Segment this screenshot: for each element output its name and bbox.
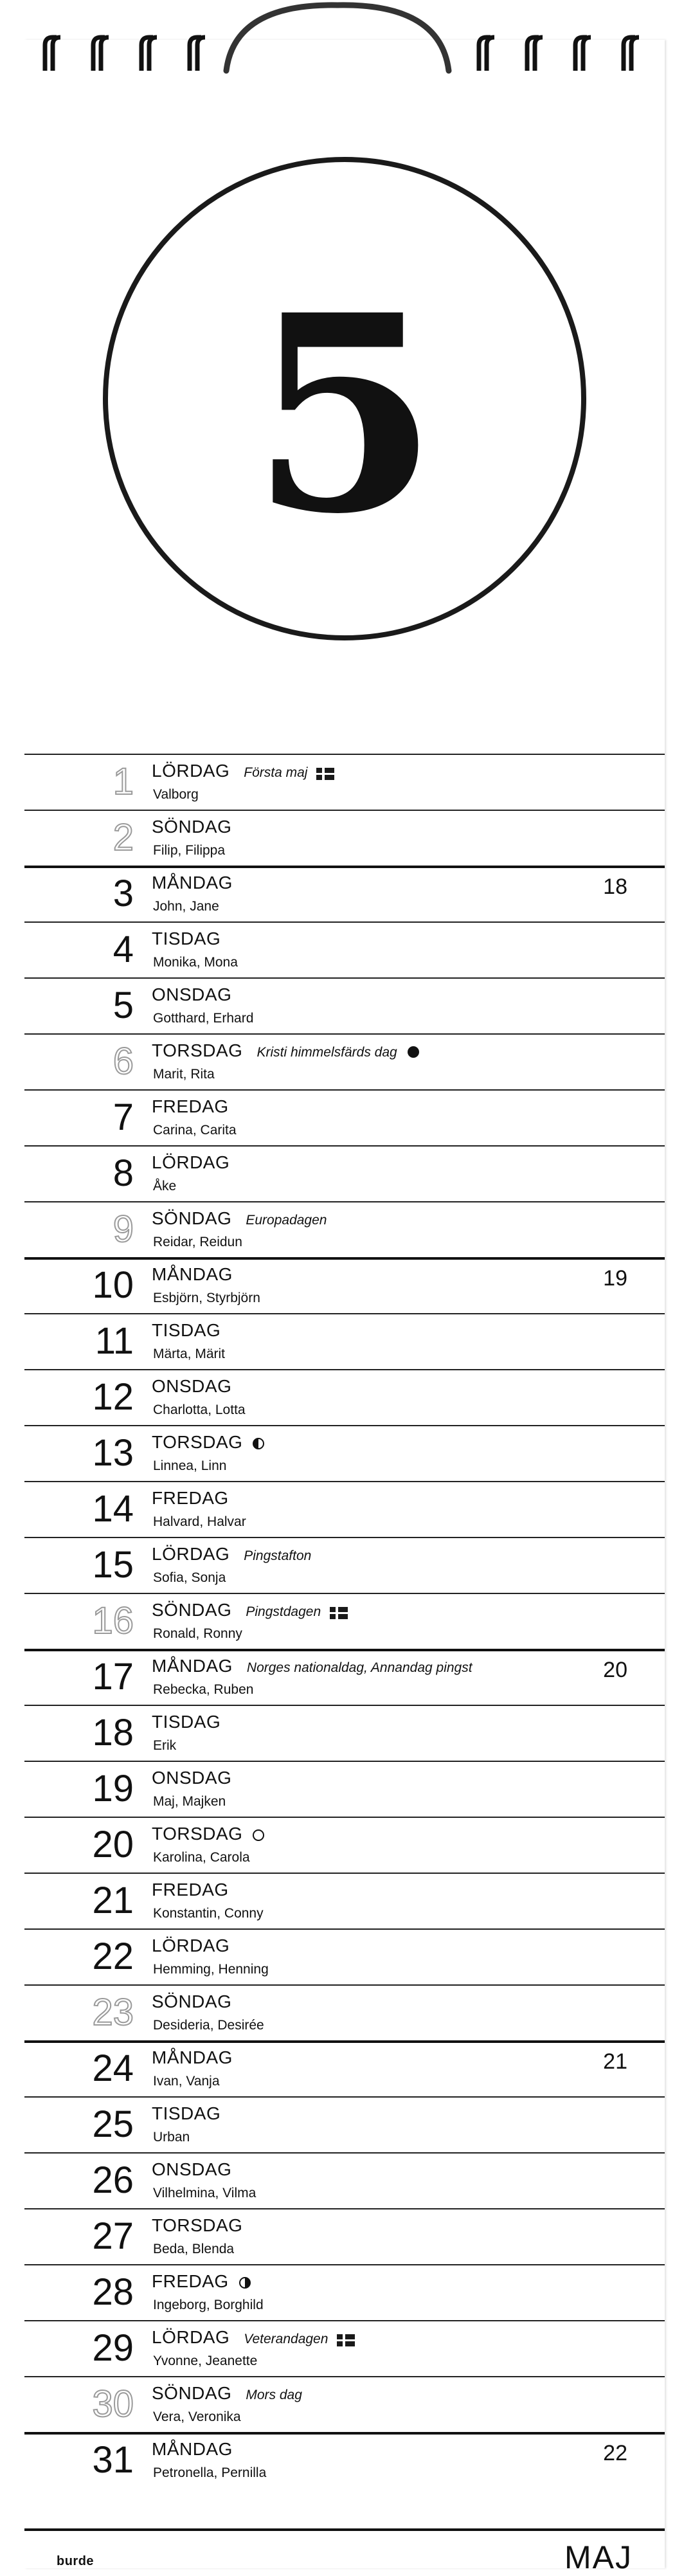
day-number: 25	[92, 2103, 134, 2145]
name-day: Vilhelmina, Vilma	[153, 2186, 256, 2200]
day-header	[152, 873, 233, 893]
weekday-label: FREDAG	[152, 1096, 229, 1116]
rings-right	[479, 37, 639, 71]
day-header	[152, 2103, 221, 2124]
weekday-label: SÖNDAG	[152, 817, 232, 837]
day-header	[152, 1376, 231, 1397]
name-day: Erik	[153, 1738, 177, 1753]
month-number: 5	[250, 257, 439, 574]
day-number: 16	[92, 1600, 134, 1642]
weekday-label: LÖRDAG	[152, 761, 230, 781]
flag-icon	[337, 2334, 355, 2346]
ring	[101, 37, 109, 71]
row-divider	[24, 2376, 665, 2377]
ring	[197, 37, 205, 71]
day-row[interactable]	[24, 1257, 665, 1312]
day-header	[152, 1264, 233, 1285]
day-number: 5	[113, 984, 134, 1026]
day-header	[152, 1320, 221, 1341]
weekday-label: FREDAG	[152, 2271, 229, 2291]
day-number: 13	[92, 1432, 134, 1474]
day-number: 23	[92, 1991, 134, 2033]
name-day: John, Jane	[153, 899, 219, 914]
week-number: 21	[603, 2049, 627, 2074]
name-day: Maj, Majken	[153, 1794, 226, 1809]
week-number: 19	[603, 1266, 627, 1291]
name-day: Sofia, Sonja	[153, 1570, 226, 1585]
day-row[interactable]	[24, 1761, 665, 1816]
day-header	[152, 1768, 231, 1788]
row-divider	[24, 2432, 665, 2435]
weekday-label: LÖRDAG	[152, 2327, 230, 2347]
row-divider	[24, 1369, 665, 1370]
weekday-label: MÅNDAG	[152, 873, 233, 893]
day-row[interactable]	[24, 1481, 665, 1536]
row-divider	[24, 1817, 665, 1818]
row-divider	[24, 1313, 665, 1314]
weekday-label: TISDAG	[152, 929, 221, 948]
holiday-note: Pingstafton	[244, 1548, 312, 1563]
day-row[interactable]	[24, 2040, 665, 2096]
ring	[631, 37, 639, 71]
name-day: Åke	[153, 1179, 177, 1193]
day-header	[152, 2047, 233, 2068]
holiday-note: Mors dag	[246, 2388, 302, 2402]
day-row[interactable]	[24, 977, 665, 1033]
day-header	[152, 2159, 231, 2180]
row-divider	[24, 1033, 665, 1035]
name-day: Charlotta, Lotta	[153, 1402, 246, 1417]
month-name: MAJ	[564, 2539, 633, 2575]
full-moon-icon	[406, 1045, 420, 1062]
weekday-label: TORSDAG	[152, 1824, 243, 1844]
holiday-note: Kristi himmelsfärds dag	[256, 1045, 397, 1060]
name-day: Rebecka, Ruben	[153, 1682, 254, 1697]
weekday-label: SÖNDAG	[152, 1991, 232, 2011]
month-emblem	[24, 40, 665, 754]
day-header	[152, 1880, 229, 1900]
day-header	[152, 2383, 302, 2404]
day-number: 9	[113, 1208, 134, 1250]
day-row[interactable]	[24, 1145, 665, 1201]
day-row[interactable]	[24, 921, 665, 977]
day-header	[152, 1544, 311, 1565]
calendar-page	[24, 40, 665, 2575]
name-day: Desideria, Desirée	[153, 2018, 264, 2033]
weekday-label: ONSDAG	[152, 1768, 232, 1788]
ring	[487, 37, 494, 71]
weekday-label: LÖRDAG	[152, 1544, 230, 1564]
day-header	[152, 2215, 242, 2236]
weekday-label: MÅNDAG	[152, 1656, 233, 1676]
day-row[interactable]	[24, 754, 665, 809]
ring	[535, 37, 543, 71]
weekday-label: TORSDAG	[152, 2215, 243, 2235]
row-divider	[24, 866, 665, 868]
row-divider	[24, 2096, 665, 2098]
day-row[interactable]	[24, 2264, 665, 2319]
day-row[interactable]	[24, 1201, 665, 1256]
weekday-label: TISDAG	[152, 1712, 221, 1732]
day-header	[152, 1991, 231, 2012]
day-row[interactable]	[24, 2432, 665, 2487]
day-row[interactable]	[24, 1873, 665, 1928]
ring	[53, 37, 60, 71]
day-row[interactable]	[24, 1089, 665, 1145]
holiday-note: Första maj	[244, 765, 308, 780]
day-row[interactable]	[24, 2208, 665, 2263]
day-row[interactable]	[24, 1425, 665, 1480]
day-number: 10	[92, 1264, 134, 1306]
day-row[interactable]	[24, 1593, 665, 1648]
flag-icon	[316, 768, 334, 780]
day-header	[152, 984, 231, 1005]
weekday-label: ONSDAG	[152, 2159, 232, 2179]
ring	[583, 37, 591, 71]
day-header	[152, 1432, 266, 1454]
day-number: 27	[92, 2215, 134, 2257]
day-number: 11	[94, 1320, 134, 1362]
day-row[interactable]	[24, 1817, 665, 1872]
row-divider	[24, 1481, 665, 1482]
name-day: Halvard, Halvar	[153, 1514, 246, 1529]
weekday-label: ONSDAG	[152, 984, 232, 1004]
day-row[interactable]	[24, 1033, 665, 1089]
name-day: Karolina, Carola	[153, 1850, 250, 1865]
brand-logo: burde	[57, 2554, 94, 2568]
weekday-label: MÅNDAG	[152, 2439, 233, 2459]
day-header	[152, 817, 231, 837]
day-row[interactable]	[24, 1313, 665, 1368]
weekday-label: LÖRDAG	[152, 1152, 230, 1172]
day-row[interactable]	[24, 1369, 665, 1424]
name-day: Beda, Blenda	[153, 2242, 235, 2256]
row-divider	[24, 1257, 665, 1260]
weekday-label: MÅNDAG	[152, 2047, 233, 2067]
name-day: Konstantin, Conny	[153, 1906, 264, 1921]
flag-icon	[330, 1607, 348, 1619]
day-header	[152, 1656, 473, 1676]
name-day: Urban	[153, 2130, 190, 2145]
day-number: 18	[92, 1712, 134, 1754]
name-day: Gotthard, Erhard	[153, 1011, 254, 1026]
row-divider	[24, 921, 665, 923]
name-day: Petronella, Pernilla	[153, 2465, 267, 2480]
day-row[interactable]	[24, 1649, 665, 1704]
name-day: Marit, Rita	[153, 1067, 215, 1082]
weekday-label: SÖNDAG	[152, 1600, 232, 1620]
weekday-label: LÖRDAG	[152, 1936, 230, 1955]
weekday-label: MÅNDAG	[152, 1264, 233, 1284]
day-number: 4	[113, 929, 134, 970]
row-divider	[24, 754, 665, 755]
day-header	[152, 2439, 233, 2460]
name-day: Yvonne, Jeanette	[153, 2354, 258, 2368]
day-number: 8	[113, 1152, 134, 1194]
day-row[interactable]	[24, 810, 665, 865]
rings-left	[45, 37, 205, 71]
day-header	[152, 2327, 355, 2348]
day-number: 17	[92, 1656, 134, 1698]
new-moon-icon	[251, 1828, 266, 1846]
bottom-rule	[24, 2528, 665, 2531]
day-header	[152, 929, 221, 949]
last-quarter-icon	[251, 1437, 266, 1454]
row-divider	[24, 2208, 665, 2209]
week-number: 20	[603, 1658, 627, 1682]
row-divider	[24, 1425, 665, 1426]
day-header	[152, 761, 334, 781]
day-number: 1	[113, 761, 134, 803]
name-day: Valborg	[153, 787, 199, 802]
day-number: 12	[92, 1376, 134, 1418]
name-day: Esbjörn, Styrbjörn	[153, 1291, 260, 1305]
day-header	[152, 1936, 230, 1956]
row-divider	[24, 977, 665, 979]
weekday-label: FREDAG	[152, 1488, 229, 1508]
name-day: Linnea, Linn	[153, 1458, 227, 1473]
day-row[interactable]	[24, 866, 665, 921]
month-header	[24, 40, 665, 754]
row-divider	[24, 810, 665, 811]
holiday-note: Norges nationaldag, Annandag pingst	[246, 1660, 473, 1675]
name-day: Monika, Mona	[153, 955, 238, 970]
day-row[interactable]	[24, 1928, 665, 1984]
day-row[interactable]	[24, 2152, 665, 2208]
first-quarter-icon	[238, 2276, 252, 2293]
row-divider	[24, 1928, 665, 1930]
day-row[interactable]	[24, 1984, 665, 2040]
name-day: Reidar, Reidun	[153, 1235, 242, 1249]
day-header	[152, 1152, 230, 1173]
row-divider	[24, 1873, 665, 1874]
name-day: Ronald, Ronny	[153, 1626, 242, 1641]
name-day: Ingeborg, Borghild	[153, 2298, 264, 2312]
day-number: 29	[92, 2327, 134, 2369]
name-day: Ivan, Vanja	[153, 2074, 220, 2089]
row-divider	[24, 1649, 665, 1651]
weekday-label: SÖNDAG	[152, 1208, 232, 1228]
day-number: 3	[113, 873, 134, 914]
weekday-label: TISDAG	[152, 2103, 221, 2123]
day-header	[152, 1040, 420, 1062]
name-day: Hemming, Henning	[153, 1962, 269, 1977]
weekday-label: ONSDAG	[152, 1376, 232, 1396]
row-divider	[24, 1201, 665, 1202]
name-day: Vera, Veronika	[153, 2409, 241, 2424]
row-divider	[24, 1705, 665, 1706]
row-divider	[24, 2264, 665, 2265]
day-row[interactable]	[24, 1705, 665, 1760]
day-number: 28	[92, 2271, 134, 2313]
weekday-label: TORSDAG	[152, 1040, 243, 1060]
day-header	[152, 1712, 221, 1732]
day-header	[152, 1096, 229, 1117]
weekday-label: TISDAG	[152, 1320, 221, 1340]
day-number: 7	[113, 1096, 134, 1138]
name-day: Carina, Carita	[153, 1123, 237, 1138]
weekday-label: FREDAG	[152, 1880, 229, 1900]
binding	[0, 0, 675, 84]
weekday-label: SÖNDAG	[152, 2383, 232, 2403]
week-number: 22	[603, 2441, 627, 2465]
day-number: 15	[92, 1544, 134, 1586]
row-divider	[24, 1593, 665, 1594]
day-number: 19	[92, 1768, 134, 1810]
holiday-note: Veterandagen	[244, 2332, 328, 2346]
row-divider	[24, 1537, 665, 1538]
day-row[interactable]	[24, 2096, 665, 2152]
day-number: 22	[92, 1936, 134, 1977]
name-day: Märta, Märit	[153, 1347, 226, 1361]
day-row[interactable]	[24, 2320, 665, 2375]
holiday-note: Pingstdagen	[246, 1604, 321, 1619]
day-header	[152, 1208, 327, 1229]
ring	[149, 37, 157, 71]
row-divider	[24, 1145, 665, 1147]
holiday-note: Europadagen	[246, 1213, 327, 1228]
day-row[interactable]	[24, 1537, 665, 1592]
weekday-label: TORSDAG	[152, 1432, 243, 1452]
hanger-wire[interactable]	[226, 5, 449, 71]
day-header	[152, 1488, 229, 1509]
week-number: 18	[603, 875, 627, 899]
row-divider	[24, 2040, 665, 2043]
day-number: 30	[92, 2383, 134, 2425]
day-number: 20	[92, 1824, 134, 1865]
row-divider	[24, 2152, 665, 2154]
day-row[interactable]	[24, 2376, 665, 2431]
day-header	[152, 2271, 252, 2293]
day-number: 24	[92, 2047, 134, 2089]
day-number: 6	[113, 1040, 134, 1082]
row-divider	[24, 2320, 665, 2321]
day-number: 21	[92, 1880, 134, 1921]
day-number: 2	[113, 817, 134, 858]
day-list	[24, 754, 665, 2528]
row-divider	[24, 1089, 665, 1091]
day-header	[152, 1600, 348, 1620]
row-divider	[24, 1761, 665, 1762]
day-number: 31	[92, 2439, 134, 2481]
day-header	[152, 1824, 266, 1846]
day-number: 26	[92, 2159, 134, 2201]
day-number: 14	[92, 1488, 134, 1530]
name-day: Filip, Filippa	[153, 843, 226, 858]
row-divider	[24, 1984, 665, 1986]
